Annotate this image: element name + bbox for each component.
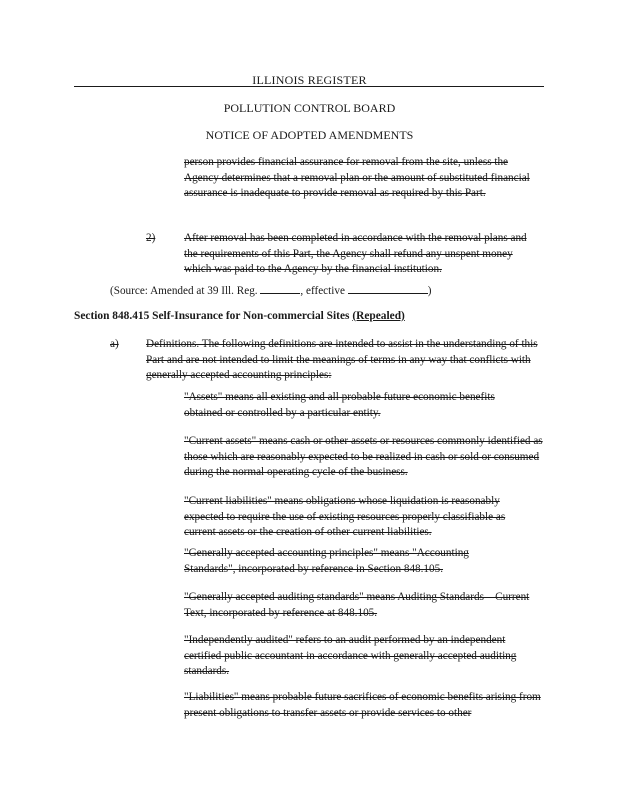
definition-independently-audited: "Independently audited" refers to an audit performed by an independent certified public accountant in accordance with generally accepted auditing standards.: [184, 634, 517, 678]
item-a-label: a): [110, 338, 119, 350]
definition-current-assets: "Current assets" means cash or other assets or resources commonly identified as those which are reasonably expected to be realized in cash or sold or consumed during the normal operating cycle of the business.: [184, 435, 543, 479]
source-prefix: (Source: Amended at 39 Ill. Reg.: [110, 285, 258, 297]
source-suffix: ): [427, 285, 432, 297]
register-title: ILLINOIS REGISTER: [252, 73, 367, 87]
continuation-paragraph: person provides financial assurance for removal from the site, unless the Agency determines that a removal plan or the amount of substituted financial assurance is inadequate to provide removal as required by this Part.: [184, 156, 530, 200]
repealed-label: (Repealed): [352, 310, 405, 322]
section-heading: [74, 310, 405, 322]
definition-current-liabilities: "Current liabilities" means obligations whose liquidation is reasonably expected to require the use of existing resources properly classifiable as current assets or the creation of other current liabilities.: [184, 495, 506, 539]
definition-gaap: "Generally accepted accounting principles" means "Accounting Standards", incorporated by reference in Section 848.105.: [184, 547, 469, 575]
definition-assets: "Assets" means all existing and all probable future economic benefits obtained or controlled by a particular entity.: [184, 391, 495, 419]
source-effective: , effective: [300, 285, 345, 297]
notice-title: NOTICE OF ADOPTED AMENDMENTS: [205, 128, 414, 142]
board-name: POLLUTION CONTROL BOARD: [223, 101, 396, 115]
item-2-label: 2): [146, 232, 156, 244]
header-rule: [74, 86, 544, 87]
definition-liabilities: "Liabilities" means probable future sacrifices of economic benefits arising from present obligations to transfer assets or provide services to other: [184, 691, 541, 719]
item-a-text: Definitions. The following definitions are intended to assist in the understanding of this Part and are not intended to limit the meanings of terms in any way that conflicts with generally accepted accounting principles:: [146, 338, 538, 382]
register-page-blank: [260, 283, 300, 294]
definition-gaas: "Generally accepted auditing standards" means Auditing Standards – Current Text, incorporated by reference at 848.105.: [184, 591, 530, 619]
source-note: [110, 283, 431, 300]
item-2-text: After removal has been completed in accordance with the removal plans and the requirements of this Part, the Agency shall refund any unspent money which was paid to the Agency by the financial institution.: [184, 232, 527, 276]
effective-date-blank: [348, 283, 428, 294]
section-title: Section 848.415 Self-Insurance for Non-commercial Sites: [74, 310, 350, 322]
